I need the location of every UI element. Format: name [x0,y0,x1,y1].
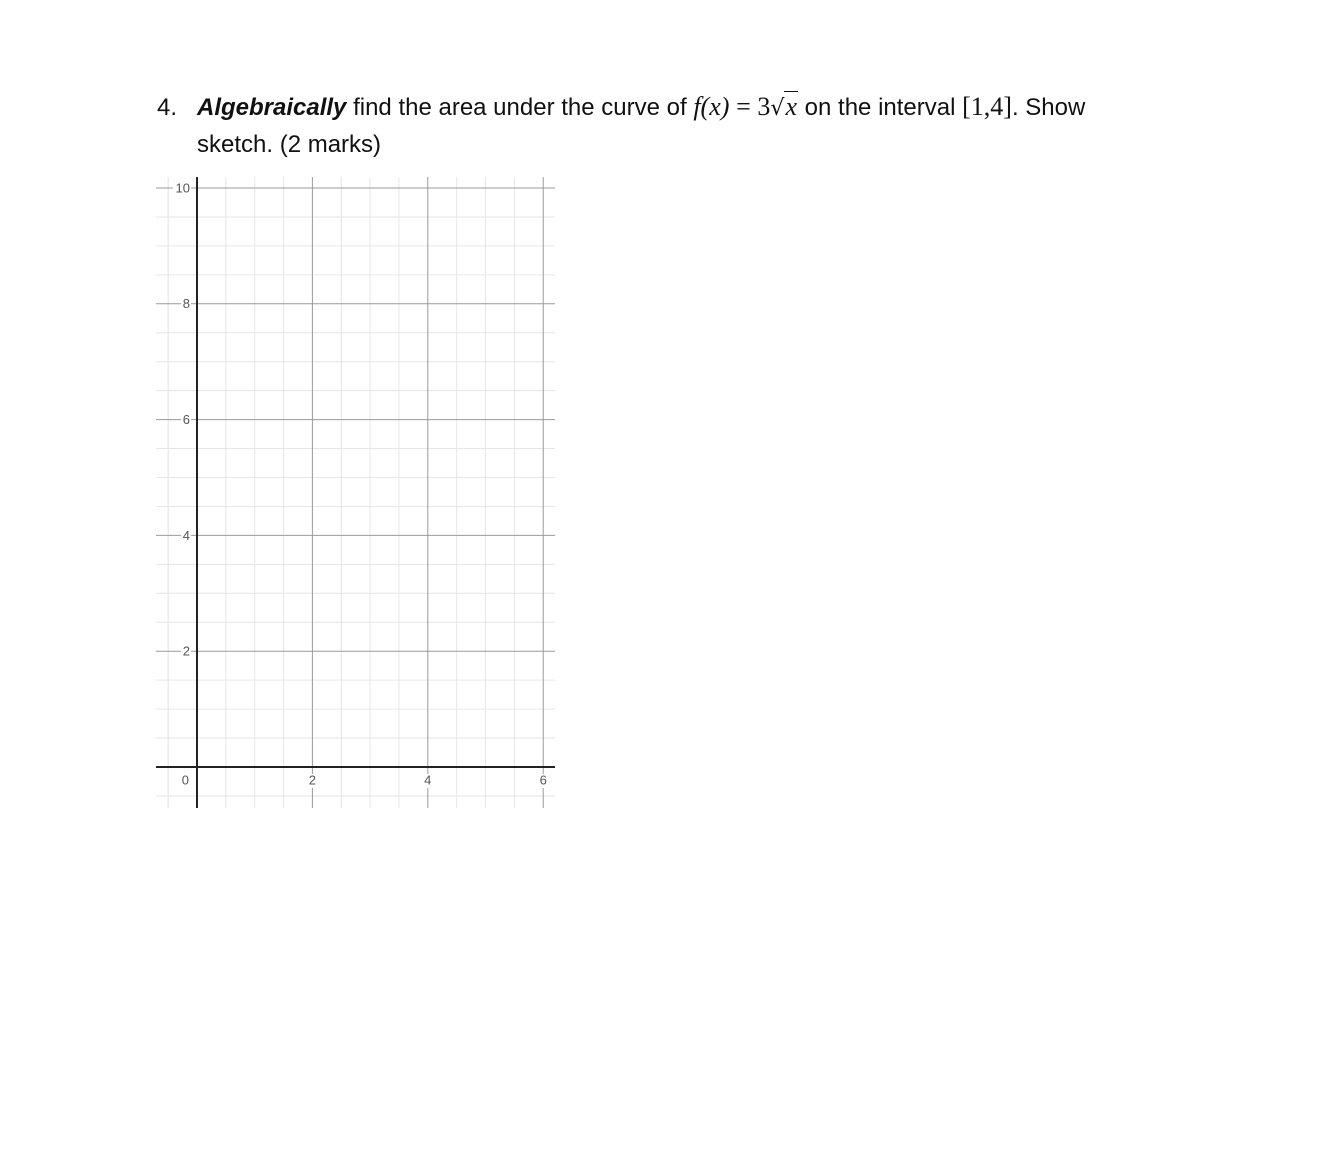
y-tick-label: 6 [182,412,190,428]
question-block [157,89,1217,163]
y-tick-label: 8 [182,296,190,312]
radical-sign: √ [770,96,785,121]
axes [156,177,555,808]
question-text-interval: on the interval [804,94,956,121]
question-emphasis: Algebraically [197,94,347,121]
x-tick-label: 6 [539,772,547,788]
sketch-grid [150,175,560,815]
minor-grid [156,177,555,808]
x-tick-label: 4 [424,772,432,788]
tick-labels [173,180,549,788]
coefficient: 3 [757,92,771,121]
radicand: x [785,92,797,121]
question-text-after: . Show [1011,94,1086,121]
function-arg: (x) [700,92,730,121]
major-grid [156,177,555,808]
question-number: 4. [157,94,178,121]
y-tick-label: 2 [182,643,190,659]
y-tick-label: 4 [182,527,190,543]
origin-label: 0 [181,772,189,788]
question-line-1 [157,89,1217,127]
question-line-2 [157,127,1217,163]
square-root [770,90,798,127]
y-tick-label: 10 [175,180,190,196]
question-line-2-text: sketch. (2 marks) [197,131,382,158]
interval: [1,4] [962,92,1012,121]
x-tick-label: 2 [308,772,317,788]
function-name: f [693,92,701,121]
question-text-before-function: find the area under the curve of [353,94,687,121]
equals-sign: = [736,92,751,121]
